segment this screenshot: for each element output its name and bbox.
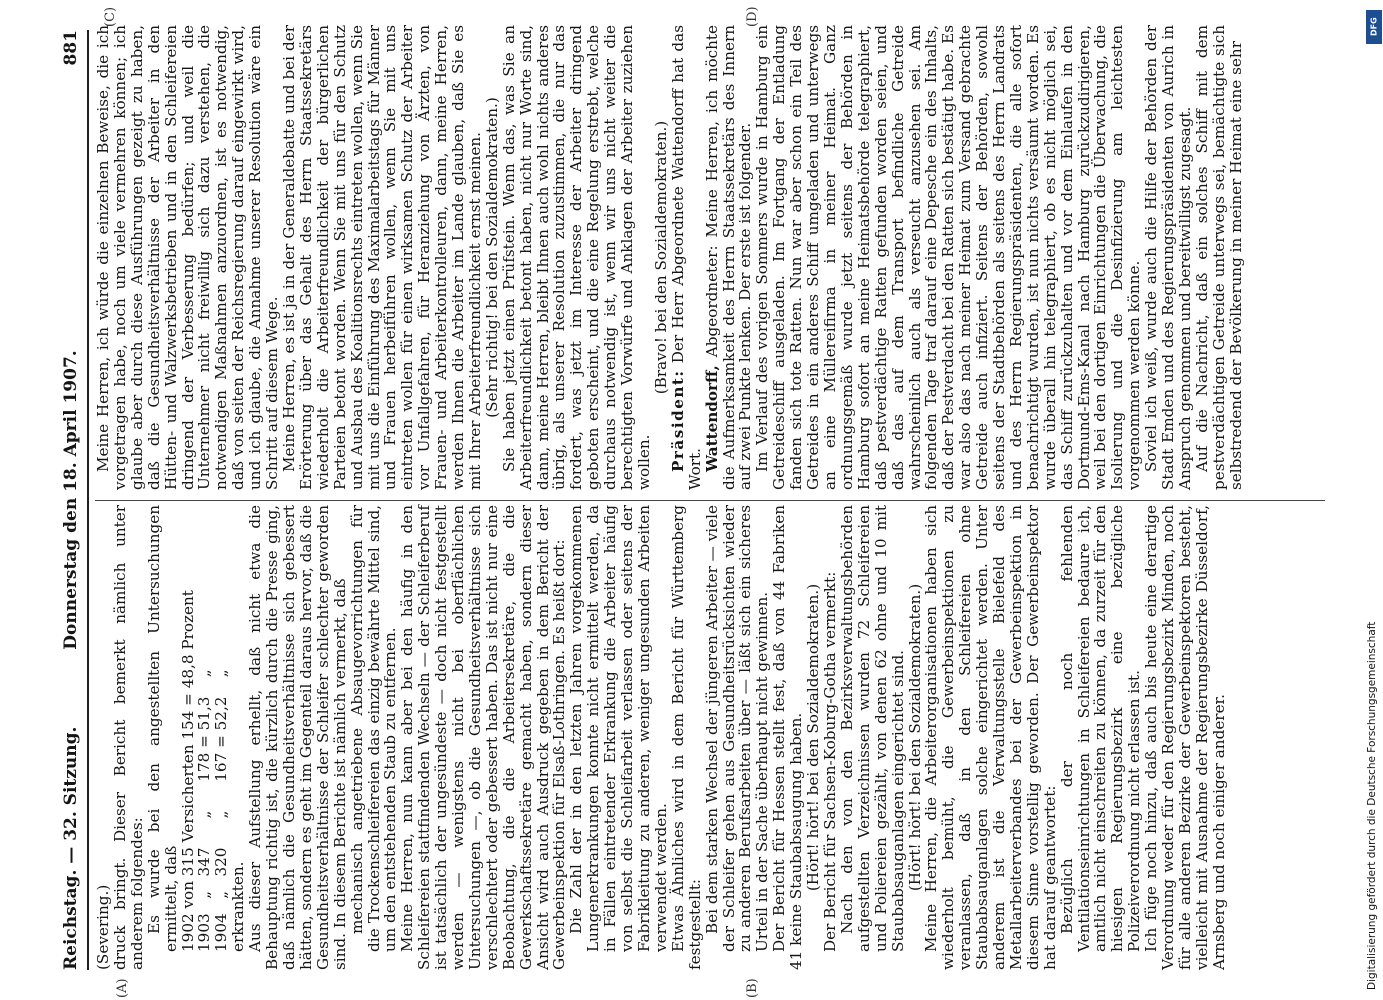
speaker-tag: (Severing.) [94, 884, 112, 970]
paragraph: Meine Herren, es ist ja in der Generaldebatte und bei der Erörterung über das Gehalt des Herrn Staatssekretärs wiederholt die Arbeiterfreundlichkeit der bürgerlichen Parteien betont worden. Wenn Sie mit uns für den Schutz und Ausbau des Koalitionsrechts eintreten wollen, wenn Sie mit uns die Einführung des Maximalarbeitstags für Männer und Frauen herbeiführen wollen, wenn Sie mit uns eintreten wollen für einen wirksamen Schutz der Arbeiter vor Unfallgefahren, für Heranziehung von Ärzten, von Frauen- und Arbeiterkontrolleuren, dann, meine Herren, werden Ihnen die Arbeiter im Lande glauben, daß Sie es mit Ihrer Arbeiterfreundlichkeit ernst meinen. [279, 25, 484, 490]
column-divider [95, 500, 1325, 501]
header-left: Reichstag. — 32. Sitzung. [61, 726, 81, 970]
president-text: Der Herr Abgeordnete Wattendorff hat das Wort. [668, 24, 704, 490]
quote: Die Zahl der in den letzten Jahren vorgekommenen Lungenerkrankungen konnte nicht ermittelt werden, da in Fällen eintretender Erkrankung die Arbeiter häufig von selbst die Schleifarbeit verlassen oder seitens der Fabrikleitung zu anderen, weniger ungesunden Arbeiten verwendet werden. [567, 505, 670, 952]
paragraph: Im Verlauf des vorigen Sommers wurde in Hamburg ein Getreideschiff ausgeladen. Im Fortgang der Entladung fanden sich tote Ratten. Nun war aber schon ein Teil des Getreides in ein anderes Schiff umgeladen und unterwegs an eine Müllereifirma in meiner Heimat. Ganz ordnungsgemäß wurde jetzt seitens der Behörden in Hamburg sofort an meine Heimatsbehörde telegraphiert, daß pestverdächtige Ratten gefunden worden seien, und daß das auf dem Transport befindliche Getreide wahrscheinlich auch als verseucht anzusehen sei. Am folgenden Tage traf darauf eine Depesche ein des Inhalts, daß der Pestverdacht bei den Ratten sich bestätigt habe. Es war also das nach meiner Heimat zum Versand gebrachte Getreide auch infiziert. Seitens der Behörden, sowohl seitens der Stadtbehörden als seitens des Herrn Landrats und des Herrn Regierungspräsidenten, die alle sofort benachrichtigt wurden, ist nun nichts versäumt worden. Es wurde überall hin telegraphiert, ob es nicht möglich sei, das Schiff zurückzuhalten und vor dem Einlaufen in den Dortmund-Ems-Kanal nach Hamburg zurückzudirigieren, weil bei den dortigen Einrichtungen die Überwachung, die Isolierung und die Desinfizierung am leichtesten vorgenommen werden könne. [753, 25, 1144, 490]
page-header [61, 30, 89, 970]
paragraph: Aus dieser Aufstellung erhellt, daß nicht etwa die Behauptung richtig ist, die kürzlich durch die Presse ging, daß nämlich die Gesundheitsverhältnisse sich gebessert hätten, sondern es geht im Gegenteil daraus hervor, daß die Gesundheitsverhältnisse der Schleifer schlechter geworden sind. In diesem Berichte ist nämlich vermerkt, daß [246, 505, 349, 970]
paragraph: Ich füge noch hinzu, daß auch bis heute eine derartige Verordnung weder für den Regierungsbezirk Minden, noch für alle anderen Bezirke der Gewerbeinspektoren besteht, vielleicht mit Ausnahme der Regierungsbezirke Düsseldorf, Arnsberg und noch einiger anderer. [1142, 505, 1228, 970]
paragraph: Der Bericht für Sachsen-Koburg-Gotha vermerkt: [820, 571, 839, 952]
paragraph: Auf die Nachricht, daß ein solches Schiff mit dem pestverdächtigen Getreide unterwegs sei, bemächtigte sich selbstredend der Bevölkerung in meiner Heimat eine sehr [1192, 25, 1245, 490]
speaker-intro [704, 25, 755, 490]
interjection: (Hört! hört! bei den Sozialdemokraten.) [905, 583, 924, 892]
quote: Es wurde bei den angestellten Untersuchungen ermittelt, daß [144, 505, 180, 952]
paragraph: Sie haben jetzt einen Prüfstein. Wenn das, was Sie an Arbeiterfreundlichkeit betont haben, nicht nur Worte sind, dann, meine Herren, bleibt Ihnen auch wohl nichts anderes übrig, als unserer Resolution zuzustimmen, die nur das fordert, was jetzt im Interesse der Arbeiter dringend geboten erscheint, und die eine Regelung erstrebt, welche durchaus notwendig ist, wenn wir uns nicht weiter die berechtigten Vorwürfe und Anklagen der Arbeiter zuziehen wollen. [499, 25, 653, 490]
dfg-logo: DFG [1366, 10, 1382, 44]
paragraph: Meine Herren, die Arbeiterorganisationen haben sich wiederholt bemüht, die Gewerbeinspektionen zu veranlassen, daß in den Schleifereien ohne Staubabsauganlagen solche eingerichtet werden. Unter anderem ist die Verwaltungsstelle Bielefeld des Metallarbeiterverbandes bei der Gewerbeinspektion in diesem Sinne vorstellig geworden. Der Gewerbeinspektor hat darauf geantwortet: [922, 505, 1059, 970]
stat-row: 1902 von 315 Versicherten 154 = 48,8 Prozent [178, 590, 197, 952]
interjection: (Sehr richtig! bei den Sozialdemokraten.) [482, 97, 501, 418]
president-label: Präsident: [668, 369, 687, 472]
document-page [55, 0, 1340, 1000]
digitization-credit: Digitalisierung gefördert durch die Deutsche Forschungsgemeinschaft [1366, 621, 1378, 990]
page-number: 881 [61, 30, 81, 66]
right-column [95, 25, 1245, 490]
paragraph: Meine Herren, nun kann aber bei den häufig in den Schleifereien stattfindenden Wechseln — der Schleiferberuf ist tatsächlich der ungesündeste — doch nicht festgestellt werden — wenigstens nicht bei oberflächlichen Untersuchungen —, ob die Gesundheitsverhältnisse sich verschlechtert oder gebessert haben. Das ist nicht nur eine Beobachtung, die die Arbeitersekretäre, die die Gewerkschaftssekretäre gemacht haben, sondern dieser Ansicht wird auch Ausdruck gegeben in dem Bericht der Gewerbeinspektion für Elsaß-Lothringen. Es heißt dort: [398, 505, 569, 970]
header-date: Donnerstag den 18. April 1907. [61, 350, 81, 650]
paragraph: Etwas Ähnliches wird in dem Bericht für Württemberg festgestellt: [668, 505, 704, 970]
paragraph: Soviel ich weiß, wurde auch die Hilfe der Behörden der Stadt Emden und des Regierungspräsidenten von Aurich in Anspruch genommen und bereitwilligst zugesagt. [1142, 25, 1194, 490]
speaker-text: Abgeordneter: Meine Herren, ich möchte die Aufmerksamkeit des Herrn Staatssekretärs des Innern auf zwei Punkte lenken. Der erste ist folgender. [702, 25, 755, 490]
margin-marker-b: (B) [745, 978, 760, 998]
interjection: (Hört! hört! bei den Sozialdemokraten.) [804, 583, 823, 892]
digitization-note [1366, 10, 1382, 990]
margin-marker-c: (C) [103, 6, 118, 27]
quote: mechanisch angetriebene Absaugevorrichtungen für die Trockenschleifereien das einzig bewährte Mittel sind, um den entstehenden Staub zu entfernen. [347, 505, 400, 952]
quote: Bezüglich der noch fehlenden Ventilationseinrichtungen in Schleifereien bedaure ich, amtlich nicht einschreiten zu können, da zurzeit für den hiesigen Regierungsbezirk eine bezügliche Polizeiverordnung nicht erlassen ist. [1057, 505, 1144, 952]
paragraph: druck bringt. Dieser Bericht bemerkt nämlich unter anderem folgendes: [110, 505, 146, 970]
stat-row: 1904 „ 320 „ 167 = 52,2 „ [212, 669, 231, 952]
interjection: (Bravo! bei den Sozialdemokraten.) [651, 120, 670, 395]
left-column [95, 505, 1228, 970]
quote: erkrankten. [229, 861, 248, 952]
quote: Nach den von den Bezirksverwaltungsbehörden aufgestellten Verzeichnissen wurden 72 Schleifereien und Poliereien gezählt, von denen 62 ohne und 10 mit Staubabsauganlagen eingerichtet sind. [837, 505, 907, 952]
stat-row: 1903 „ 347 „ 178 = 51,3 „ [195, 669, 214, 952]
speaker-name: Wattendorff, [702, 365, 721, 472]
margin-marker-a: (A) [115, 978, 130, 998]
president-statement [670, 25, 704, 490]
margin-marker-d: (D) [745, 6, 760, 27]
paragraph: Meine Herren, ich würde die einzelnen Beweise, die ich vorgetragen habe, noch um viele vermehren können; ich glaube aber durch diese Ausführungen gezeigt zu haben, daß die Gesundheitsverhältnisse der Arbeiter in den Hütten- und Walzwerksbetrieben und in den Schleifereien dringend der Verbesserung bedürfen; und weil die Unternehmer nicht freiwillig sich dazu verstehen, die notwendigen Maßnahmen anzuordnen, ist es notwendig, daß von seiten der Reichsregierung darauf eingewirkt wird, und ich glaube, die Annahme unserer Resolution wäre ein Schritt auf diesem Wege. [94, 25, 282, 490]
paragraph: Der Bericht für Hessen stellt fest, daß von 44 Fabriken 41 keine Staubabsaugung haben. [770, 505, 806, 970]
quote: Bei dem starken Wechsel der jüngeren Arbeiter — viele der Schleifer gehen aus Gesundheitsrücksichten wieder zu anderen Berufsarbeiten über — läßt sich ein sicheres Urteil in der Sache überhaupt nicht gewinnen. [702, 505, 772, 952]
